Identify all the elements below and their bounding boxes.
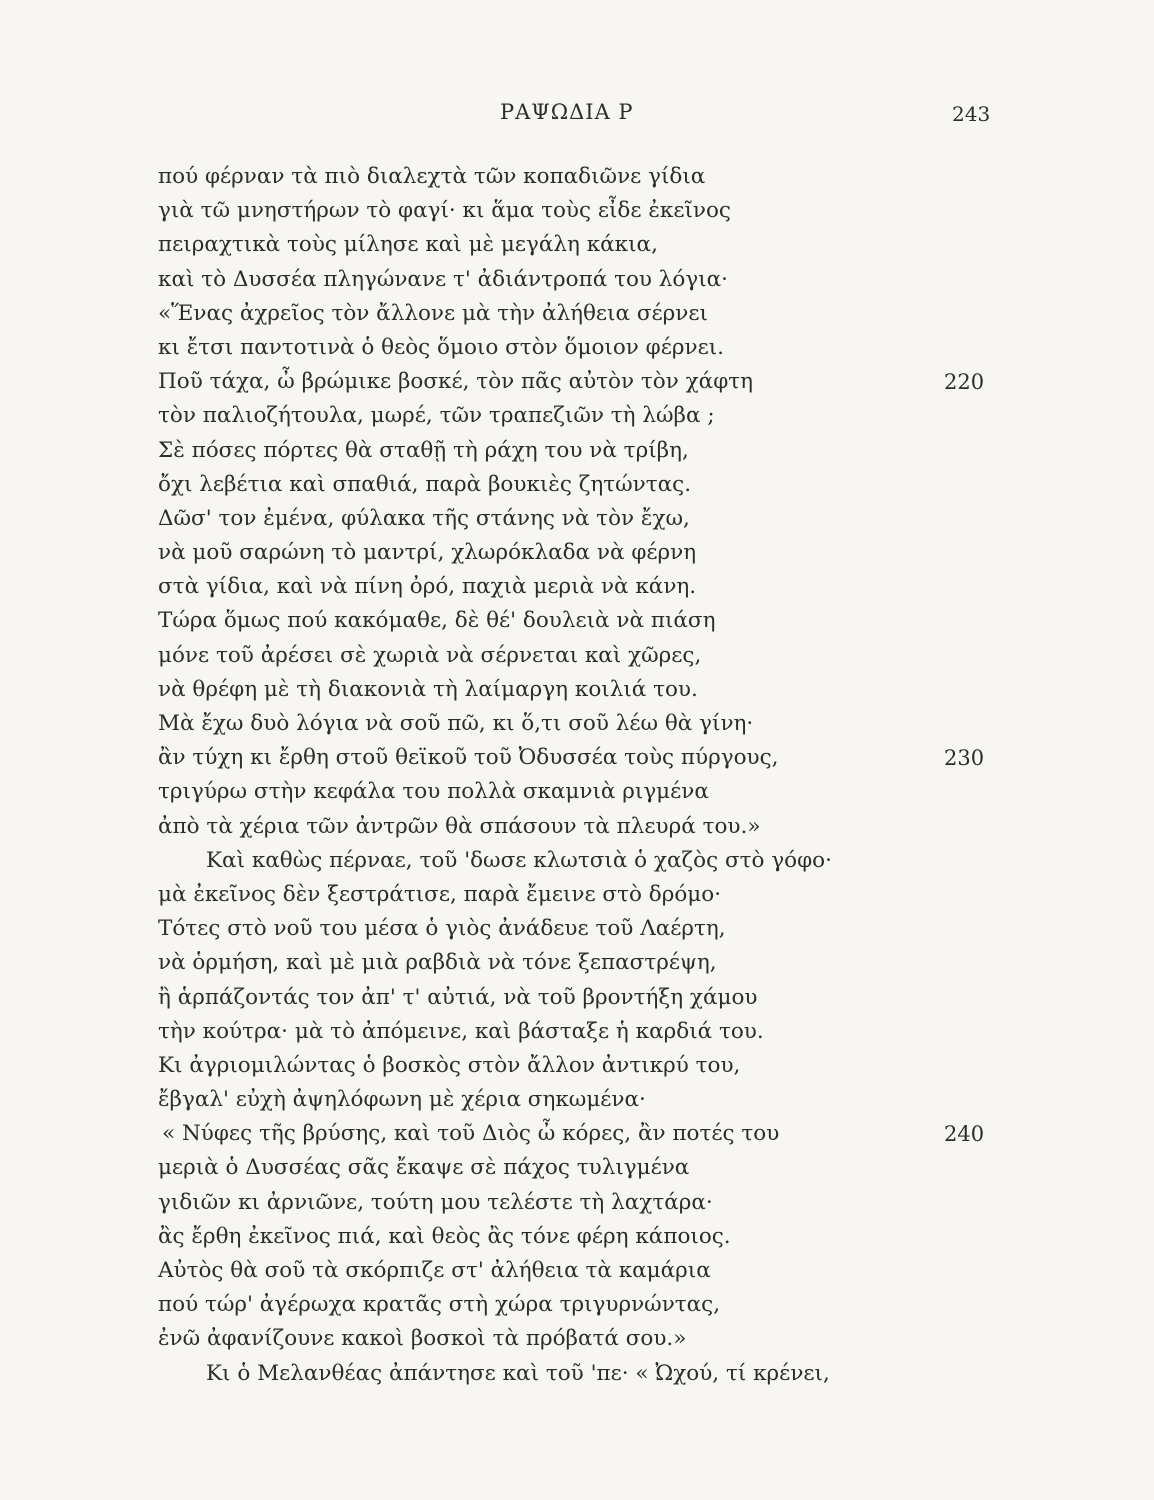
verse-text: νὰ ὁρμήση, καὶ μὲ μιὰ ραβδιὰ νὰ τόνε ξεπαστρέψη,	[158, 950, 717, 976]
verse-line	[158, 1049, 1058, 1083]
verse-text: ἢ ἁρπάζοντάς τον ἀπ' τ' αὐτιά, νὰ τοῦ βροντήξη χάμου	[158, 984, 758, 1010]
verse-text: ἂς ἔρθη ἐκεῖνος πιά, καὶ θεὸς ἂς τόνε φέρη κάποιος.	[158, 1223, 731, 1249]
verse-text: τριγύρω στὴν κεφάλα του πολλὰ σκαμνιὰ ριγμένα	[158, 779, 709, 805]
verse-text: Σὲ πόσες πόρτες θὰ σταθῇ τὴ ράχη του νὰ τρίβη,	[158, 437, 689, 463]
verse-text: πειραχτικὰ τοὺς μίλησε καὶ μὲ μεγάλη κάκια,	[158, 232, 658, 258]
verse-line	[158, 502, 1058, 536]
verse-text: πού φέρναν τὰ πιὸ διαλεχτὰ τῶν κοπαδιῶνε γίδια	[158, 164, 706, 189]
verse-line	[158, 194, 1058, 228]
verse-line	[158, 1254, 1058, 1288]
verse-text: νὰ μοῦ σαρώνη τὸ μαντρί, χλωρόκλαδα νὰ φέρνη	[158, 540, 697, 566]
verse-text: ἐνῶ ἀφανίζουνε κακοὶ βοσκοὶ τὰ πρόβατά σου.»	[158, 1326, 687, 1352]
verse-text: γιὰ τῶ μνηστήρων τὸ φαγί· κι ἅμα τοὺς εἶδε ἐκεῖνος	[158, 198, 731, 224]
verse-line	[158, 570, 1058, 604]
verse-line	[158, 1083, 1058, 1117]
running-head: ΡΑΨΩΔΙΑ Ρ	[500, 100, 634, 124]
verse-line	[158, 1117, 1058, 1151]
verse-line	[158, 1322, 1058, 1356]
verse-text: μεριὰ ὁ Δυσσέας σᾶς ἔκαψε σὲ πάχος τυλιγμένα	[158, 1155, 690, 1181]
verse-text: καὶ τὸ Δυσσέα πληγώνανε τ' ἀδιάντροπά του λόγια·	[158, 266, 729, 292]
verse-text: Ποῦ τάχα, ὦ βρώμικε βοσκέ, τὸν πᾶς αὐτὸν τὸν χάφτη	[158, 369, 754, 395]
verse-text: Κι ἀγριομιλώντας ὁ βοσκὸς στὸν ἄλλον ἀντικρύ του,	[158, 1052, 741, 1078]
verse-text: μὰ ἐκεῖνος δὲν ξεστράτισε, παρὰ ἔμεινε στὸ δρόμο·	[158, 881, 722, 907]
verse-text: Μὰ ἔχω δυὸ λόγια νὰ σοῦ πῶ, κι ὅ,τι σοῦ λέω θὰ γίνη·	[158, 711, 754, 736]
verse-line	[158, 297, 1058, 331]
verse-line	[158, 160, 1058, 194]
verse-line	[158, 228, 1058, 262]
verse-text: Κι ὁ Μελανθέας ἀπάντησε καὶ τοῦ 'πε· « Ὠχού, τί κρένει,	[206, 1360, 830, 1386]
line-number: 230	[944, 746, 985, 771]
verse-line	[158, 639, 1058, 673]
verse-text: γιδιῶν κι ἀρνιῶνε, τούτη μου τελέστε τὴ λαχτάρα·	[158, 1189, 713, 1215]
verse-line	[158, 981, 1058, 1015]
verse-line	[158, 1015, 1058, 1049]
verse-line	[158, 741, 1058, 775]
verse-line	[158, 912, 1058, 946]
verse-text: «Ἕνας ἀχρεῖος τὸν ἄλλονε μὰ τὴν ἀλήθεια σέρνει	[158, 300, 708, 326]
verse-line	[158, 673, 1058, 707]
verse-text: ἔβγαλ' εὐχὴ ἀψηλόφωνη μὲ χέρια σηκωμένα·	[158, 1087, 646, 1113]
verse-text: τὴν κούτρα· μὰ τὸ ἀπόμεινε, καὶ βάσταξε ἡ καρδιά του.	[158, 1018, 764, 1044]
verse-line	[158, 536, 1058, 570]
verse-text: πού τώρ' ἀγέρωχα κρατᾶς στὴ χώρα τριγυρνώντας,	[158, 1292, 721, 1318]
verse-line	[158, 1357, 1058, 1391]
page-number: 243	[952, 102, 991, 126]
verse-line	[158, 775, 1058, 809]
verse-line	[158, 1288, 1058, 1322]
verse-text: « Νύφες τῆς βρύσης, καὶ τοῦ Διὸς ὦ κόρες, ἂν ποτές του	[162, 1121, 780, 1147]
verse-text: ὄχι λεβέτια καὶ σπαθιά, παρὰ βουκιὲς ζητώντας.	[158, 471, 692, 497]
verse-line	[158, 1220, 1058, 1254]
verse-text: Δῶσ' τον ἐμένα, φύλακα τῆς στάνης νὰ τὸν ἔχω,	[158, 505, 690, 531]
verse-line	[158, 844, 1058, 878]
verse-line	[158, 810, 1058, 844]
line-number: 220	[944, 370, 985, 395]
verse-line	[158, 878, 1058, 912]
verse-line	[158, 263, 1058, 297]
verse-text: ἀπὸ τὰ χέρια τῶν ἀντρῶν θὰ σπάσουν τὰ πλευρά του.»	[158, 813, 761, 839]
verse-text: Τότες στὸ νοῦ του μέσα ὁ γιὸς ἀνάδευε τοῦ Λαέρτη,	[158, 916, 726, 942]
verse-text: ἂν τύχη κι ἔρθη στοῦ θεϊκοῦ τοῦ Ὀδυσσέα τοὺς πύργους,	[158, 745, 779, 771]
verse-line	[158, 434, 1058, 468]
verse-line	[158, 707, 1058, 741]
verse-line	[158, 331, 1058, 365]
poem-text	[158, 160, 1058, 1391]
verse-line	[158, 365, 1058, 399]
verse-line	[158, 468, 1058, 502]
line-number: 240	[944, 1122, 985, 1147]
verse-text: μόνε τοῦ ἀρέσει σὲ χωριὰ νὰ σέρνεται καὶ χῶρες,	[158, 642, 702, 668]
verse-line	[158, 604, 1058, 638]
verse-line	[158, 1186, 1058, 1220]
verse-line	[158, 946, 1058, 980]
verse-text: νὰ θρέφη μὲ τὴ διακονιὰ τὴ λαίμαργη κοιλιά του.	[158, 676, 698, 702]
verse-text: τὸν παλιοζήτουλα, μωρέ, τῶν τραπεζιῶν τὴ λώβα ;	[158, 403, 715, 429]
verse-text: Τώρα ὅμως πού κακόμαθε, δὲ θέ' δουλειὰ νὰ πιάση	[158, 608, 716, 634]
verse-text: Καὶ καθὼς πέρναε, τοῦ 'δωσε κλωτσιὰ ὁ χαζὸς στὸ γόφο·	[206, 847, 832, 873]
verse-text: Αὐτὸς θὰ σοῦ τὰ σκόρπιζε στ' ἀλήθεια τὰ καμάρια	[158, 1258, 711, 1283]
verse-text: κι ἔτσι παντοτινὰ ὁ θεὸς ὅμοιο στὸν ὅμοιον φέρνει.	[158, 334, 724, 360]
verse-line	[158, 1151, 1058, 1185]
verse-text: στὰ γίδια, καὶ νὰ πίνη ὀρό, παχιὰ μεριὰ νὰ κάνη.	[158, 574, 697, 600]
verse-line	[158, 399, 1058, 433]
